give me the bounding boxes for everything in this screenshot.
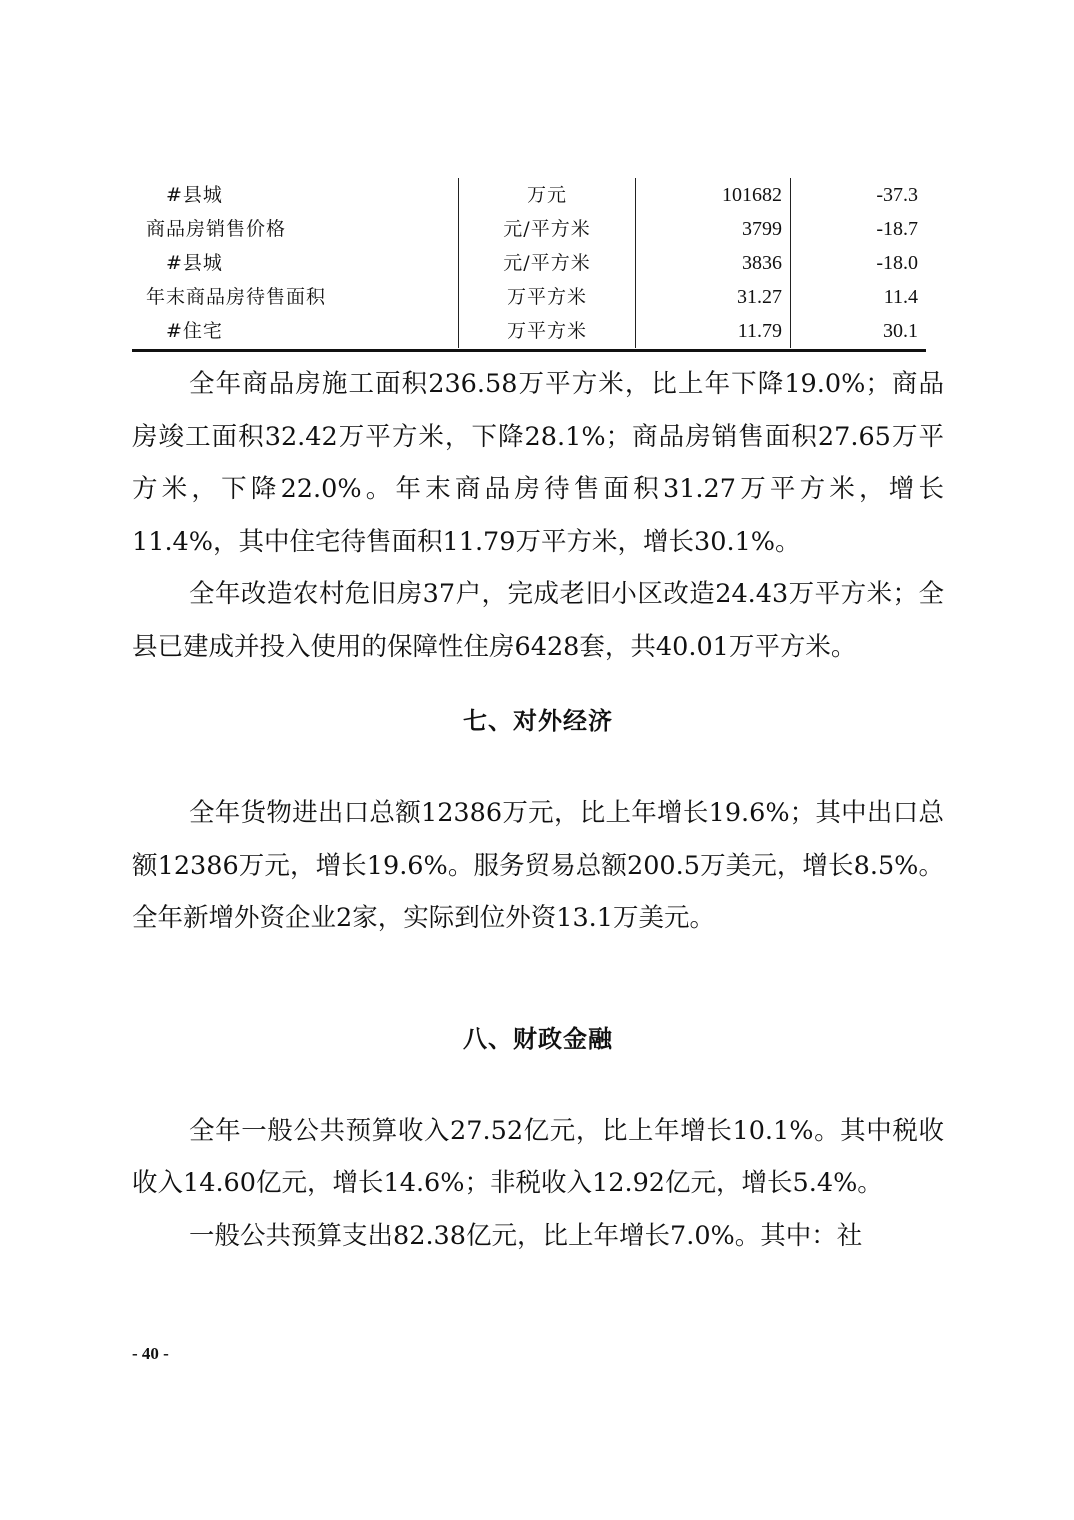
table-row bbox=[132, 212, 926, 246]
row-value: 31.27 bbox=[636, 280, 791, 314]
paragraph-budget-expenditure: 一般公共预算支出82.38亿元，比上年增长7.0%。其中：社 bbox=[189, 1220, 863, 1251]
row-change-percent: -18.0 bbox=[876, 252, 918, 274]
row-value: 3799 bbox=[636, 212, 791, 246]
row-change-percent: -18.7 bbox=[876, 218, 918, 240]
row-label: #县城 bbox=[132, 178, 459, 212]
table-row bbox=[132, 178, 926, 212]
row-label: 年末商品房待售面积 bbox=[132, 280, 459, 314]
row-unit: 万元 bbox=[459, 178, 636, 212]
row-label: #县城 bbox=[132, 246, 459, 280]
row-value: 3836 bbox=[636, 246, 791, 280]
row-change-percent: 30.1 bbox=[883, 320, 918, 342]
paragraph-housing-renovation: 全年改造农村危旧房37户，完成老旧小区改造24.43万平方米；全县已建成并投入使用的保障性住房6428套，共40.01万平方米。 bbox=[132, 579, 944, 662]
table-row bbox=[132, 246, 926, 280]
paragraph-foreign-trade: 全年货物进出口总额12386万元，比上年增长19.6%；其中出口总额12386万元，增长19.6%。服务贸易总额200.5万美元，增长8.5%。全年新增外资企业2家，实际到位外资13.1万美元。 bbox=[132, 798, 944, 933]
section-heading-finance: 八、财政金融 bbox=[463, 1024, 613, 1053]
page-number: - 40 - bbox=[132, 1344, 169, 1363]
table-row bbox=[132, 280, 926, 314]
row-change-percent: -37.3 bbox=[876, 184, 918, 206]
statistics-table bbox=[132, 178, 926, 352]
row-unit: 万平方米 bbox=[459, 280, 636, 314]
row-value: 101682 bbox=[636, 178, 791, 212]
row-value: 11.79 bbox=[636, 314, 791, 348]
row-unit: 元/平方米 bbox=[459, 246, 636, 280]
table-row bbox=[132, 314, 926, 348]
row-unit: 元/平方米 bbox=[459, 212, 636, 246]
paragraph-housing-construction: 全年商品房施工面积236.58万平方米，比上年下降19.0%；商品房竣工面积32.42万平方米，下降28.1%；商品房销售面积27.65万平方米，下降22.0%。年末商品房待售面积31.27万平方米，增长11.4%，其中住宅待售面积11.79万平方米，增长30.1%。 bbox=[132, 369, 944, 557]
row-label: #住宅 bbox=[132, 314, 459, 348]
paragraph-budget-revenue: 全年一般公共预算收入27.52亿元，比上年增长10.1%。其中税收收入14.60亿元，增长14.6%；非税收入12.92亿元，增长5.4%。 bbox=[132, 1115, 944, 1198]
row-unit: 万平方米 bbox=[459, 314, 636, 348]
row-label: 商品房销售价格 bbox=[132, 212, 459, 246]
table-bottom-rule bbox=[132, 349, 926, 352]
row-change-percent: 11.4 bbox=[883, 286, 918, 308]
section-heading-foreign-economy: 七、对外经济 bbox=[463, 707, 613, 735]
